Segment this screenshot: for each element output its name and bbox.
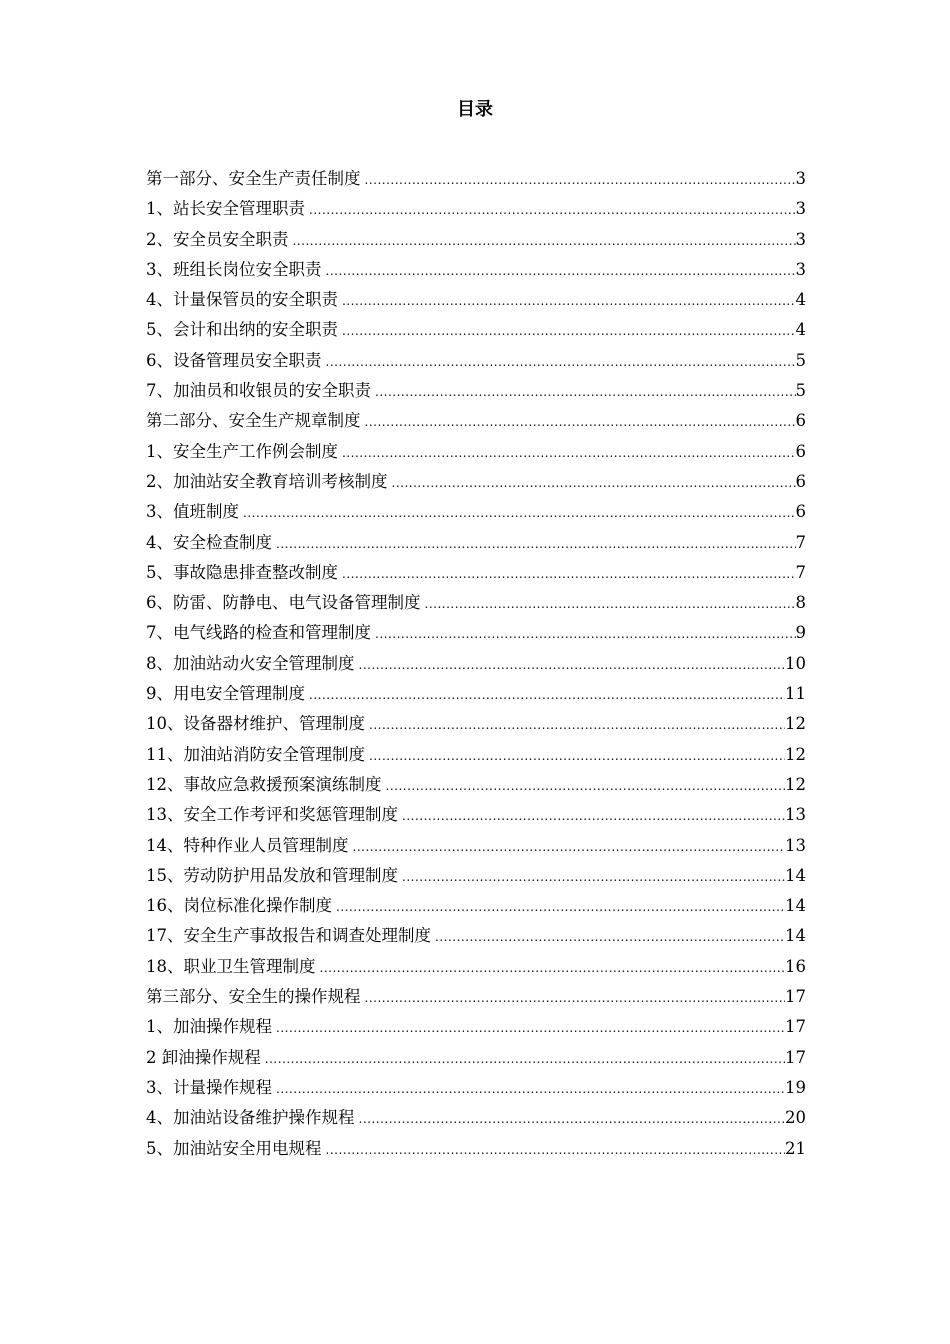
toc-entry-page-number: 12 [785, 774, 806, 794]
toc-entry[interactable] [146, 346, 806, 376]
toc-dot-leader [342, 438, 796, 468]
toc-entry-label: 5、事故隐患排查整改制度 [146, 562, 338, 582]
toc-entry-page-number: 10 [785, 653, 806, 673]
toc-entry[interactable] [146, 740, 806, 770]
toc-dot-leader [435, 922, 785, 952]
toc-dot-leader [365, 165, 796, 195]
toc-dot-leader [369, 710, 785, 740]
toc-dot-leader [359, 650, 786, 680]
toc-entry[interactable] [146, 921, 806, 951]
toc-entry[interactable] [146, 861, 806, 891]
toc-entry[interactable] [146, 467, 806, 497]
toc-dot-leader [326, 256, 796, 286]
toc-dot-leader [276, 1074, 785, 1104]
toc-dot-leader [353, 832, 786, 862]
toc-entry-label: 13、安全工作考评和奖惩管理制度 [146, 805, 398, 825]
toc-entry-page-number: 7 [795, 562, 806, 582]
toc-entry[interactable] [146, 376, 806, 406]
toc-entry-page-number: 6 [795, 411, 806, 431]
toc-entry-page-number: 14 [785, 926, 806, 946]
toc-dot-leader [320, 953, 786, 983]
toc-entry[interactable] [146, 285, 806, 315]
toc-entry-label: 2、安全员安全职责 [146, 229, 289, 249]
toc-entry-label: 2 卸油操作规程 [146, 1047, 261, 1067]
toc-dot-leader [359, 1104, 786, 1134]
toc-dot-leader [425, 589, 796, 619]
toc-dot-leader [265, 1044, 785, 1074]
toc-entry-page-number: 20 [785, 1108, 806, 1128]
toc-entry-page-number: 11 [785, 684, 806, 704]
toc-entry[interactable] [146, 406, 806, 436]
toc-entry[interactable] [146, 1134, 806, 1164]
toc-entry[interactable] [146, 649, 806, 679]
toc-entry-page-number: 7 [795, 532, 806, 552]
toc-entry[interactable] [146, 770, 806, 800]
toc-entry[interactable] [146, 831, 806, 861]
toc-entry[interactable] [146, 255, 806, 285]
toc-dot-leader [309, 195, 796, 225]
toc-entry-page-number: 5 [795, 381, 806, 401]
toc-entry-label: 第三部分、安全生的操作规程 [146, 987, 361, 1007]
toc-dot-leader [342, 286, 796, 316]
toc-entry-page-number: 17 [785, 987, 806, 1007]
toc-entry-page-number: 3 [795, 259, 806, 279]
toc-entry[interactable] [146, 1103, 806, 1133]
toc-entry[interactable] [146, 952, 806, 982]
toc-entry-page-number: 19 [785, 1077, 806, 1097]
toc-entry-label: 7、加油员和收银员的安全职责 [146, 381, 371, 401]
toc-entry-label: 1、加油操作规程 [146, 1017, 272, 1037]
toc-list [146, 164, 806, 1164]
toc-entry[interactable] [146, 982, 806, 1012]
toc-entry-label: 7、电气线路的检查和管理制度 [146, 623, 371, 643]
toc-entry-page-number: 14 [785, 896, 806, 916]
toc-entry[interactable] [146, 225, 806, 255]
toc-entry-page-number: 13 [785, 835, 806, 855]
toc-entry-page-number: 5 [795, 350, 806, 370]
toc-dot-leader [326, 1135, 786, 1165]
toc-entry-label: 8、加油站动火安全管理制度 [146, 653, 355, 673]
toc-dot-leader [243, 498, 796, 528]
toc-dot-leader [402, 801, 785, 831]
toc-entry-label: 14、特种作业人员管理制度 [146, 835, 349, 855]
toc-entry-label: 15、劳动防护用品发放和管理制度 [146, 865, 398, 885]
toc-dot-leader [365, 983, 786, 1013]
toc-entry[interactable] [146, 1043, 806, 1073]
toc-entry-label: 1、安全生产工作例会制度 [146, 441, 338, 461]
toc-entry-label: 3、值班制度 [146, 502, 239, 522]
toc-entry-label: 12、事故应急救援预案演练制度 [146, 774, 382, 794]
toc-entry-page-number: 8 [795, 593, 806, 613]
toc-entry-page-number: 3 [795, 169, 806, 188]
toc-entry-page-number: 3 [795, 229, 806, 249]
toc-dot-leader [276, 1013, 785, 1043]
toc-entry-label: 17、安全生产事故报告和调查处理制度 [146, 926, 431, 946]
toc-dot-leader [326, 347, 796, 377]
toc-entry[interactable] [146, 891, 806, 921]
toc-entry-page-number: 6 [795, 471, 806, 491]
toc-dot-leader [375, 377, 796, 407]
toc-entry-label: 6、设备管理员安全职责 [146, 350, 322, 370]
toc-entry-label: 16、岗位标准化操作制度 [146, 896, 332, 916]
toc-dot-leader [386, 771, 786, 801]
toc-entry-page-number: 6 [795, 502, 806, 522]
toc-entry-label: 第二部分、安全生产规章制度 [146, 411, 361, 431]
toc-dot-leader [342, 316, 796, 346]
toc-dot-leader [309, 680, 785, 710]
toc-dot-leader [336, 892, 785, 922]
toc-dot-leader [342, 559, 796, 589]
toc-entry[interactable] [146, 528, 806, 558]
toc-entry-label: 5、会计和出纳的安全职责 [146, 320, 338, 340]
toc-entry-label: 4、安全检查制度 [146, 532, 272, 552]
toc-entry-page-number: 17 [785, 1047, 806, 1067]
toc-entry-label: 10、设备器材维护、管理制度 [146, 714, 365, 734]
toc-entry-page-number: 3 [795, 199, 806, 219]
toc-entry[interactable] [146, 709, 806, 739]
toc-entry-label: 5、加油站安全用电规程 [146, 1138, 322, 1158]
toc-entry-page-number: 16 [785, 956, 806, 976]
toc-entry-page-number: 4 [795, 290, 806, 310]
toc-entry-page-number: 13 [785, 805, 806, 825]
toc-entry[interactable] [146, 800, 806, 830]
toc-entry-page-number: 9 [795, 623, 806, 643]
toc-entry-label: 4、计量保管员的安全职责 [146, 290, 338, 310]
toc-entry-label: 18、职业卫生管理制度 [146, 956, 316, 976]
toc-entry-label: 2、加油站安全教育培训考核制度 [146, 471, 388, 491]
toc-entry[interactable] [146, 497, 806, 527]
toc-entry-label: 4、加油站设备维护操作规程 [146, 1108, 355, 1128]
toc-dot-leader [375, 619, 796, 649]
toc-entry-page-number: 14 [785, 865, 806, 885]
toc-entry[interactable] [146, 679, 806, 709]
toc-entry[interactable] [146, 315, 806, 345]
toc-entry-label: 3、计量操作规程 [146, 1077, 272, 1097]
toc-dot-leader [365, 407, 796, 437]
toc-dot-leader [369, 741, 785, 771]
page-title: 目录 [457, 99, 493, 120]
toc-entry[interactable] [146, 1073, 806, 1103]
toc-entry[interactable] [146, 194, 806, 224]
toc-dot-leader [293, 226, 796, 256]
toc-dot-leader [392, 468, 796, 498]
toc-entry-label: 11、加油站消防安全管理制度 [146, 744, 365, 764]
toc-entry[interactable] [146, 437, 806, 467]
toc-entry-label: 6、防雷、防静电、电气设备管理制度 [146, 593, 421, 613]
toc-entry[interactable] [146, 164, 806, 194]
toc-entry[interactable] [146, 588, 806, 618]
toc-dot-leader [402, 862, 785, 892]
toc-entry-label: 第一部分、安全生产责任制度 [146, 169, 361, 188]
toc-entry-page-number: 21 [785, 1138, 806, 1158]
toc-entry-label: 9、用电安全管理制度 [146, 684, 305, 704]
toc-entry-label: 3、班组长岗位安全职责 [146, 259, 322, 279]
toc-entry-page-number: 17 [785, 1017, 806, 1037]
toc-entry[interactable] [146, 558, 806, 588]
toc-entry-label: 1、站长安全管理职责 [146, 199, 305, 219]
toc-entry-page-number: 12 [785, 744, 806, 764]
toc-entry[interactable] [146, 1012, 806, 1042]
toc-entry[interactable] [146, 618, 806, 648]
toc-entry-page-number: 4 [795, 320, 806, 340]
toc-entry-page-number: 6 [795, 441, 806, 461]
toc-entry-page-number: 12 [785, 714, 806, 734]
toc-dot-leader [276, 529, 796, 559]
